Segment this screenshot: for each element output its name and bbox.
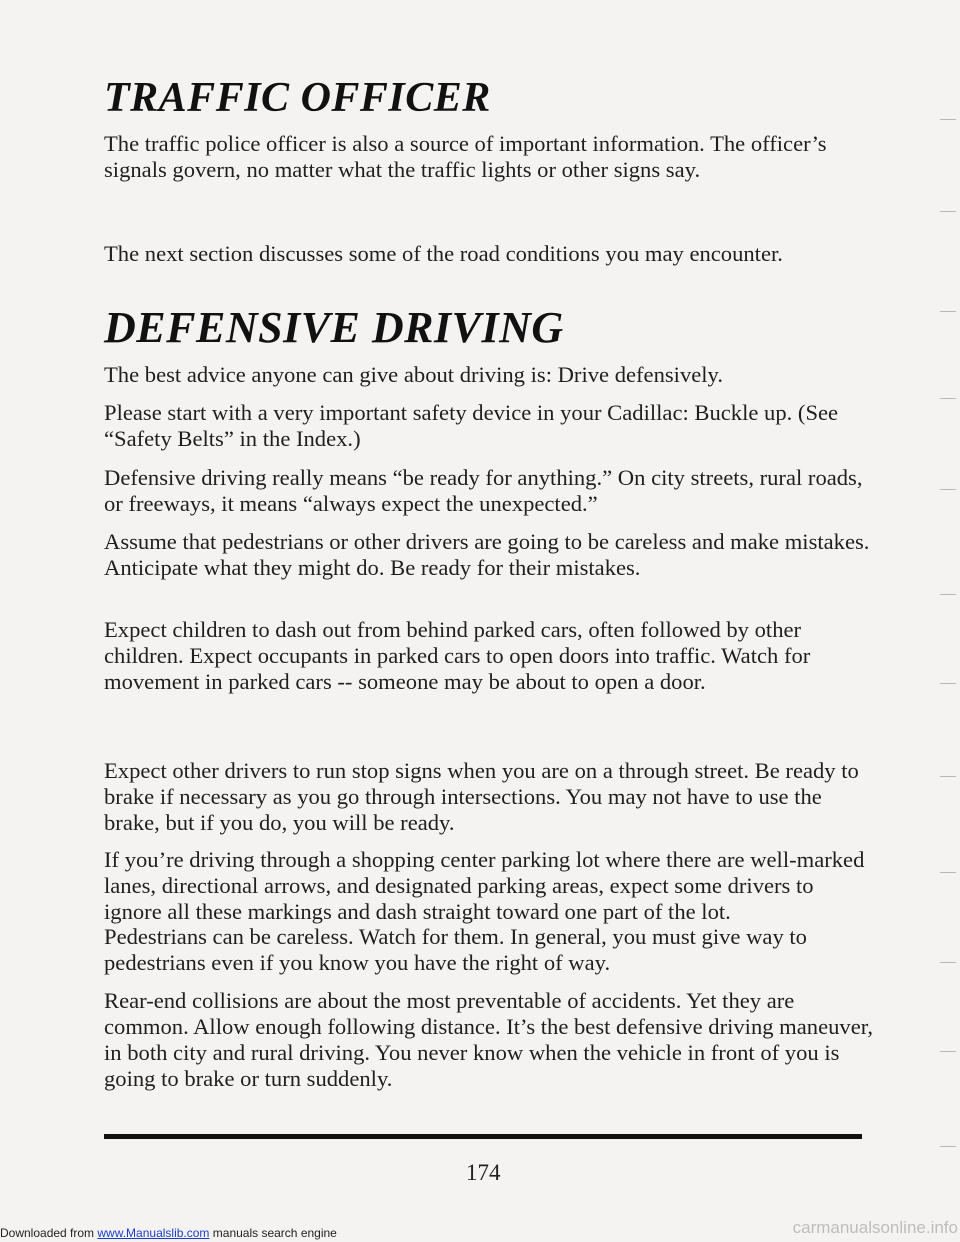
section-heading-traffic-officer: TRAFFIC OFFICER: [104, 75, 491, 121]
footer-suffix: manuals search engine: [209, 1226, 337, 1240]
paragraph-pedestrians: Pedestrians can be careless. Watch for them. In general, you must give way to pedestrians even if you know you have the right of way.: [104, 924, 807, 975]
paragraph-best-advice: The best advice anyone can give about driving is: Drive defensively.: [104, 362, 724, 387]
download-footer: [0, 1226, 337, 1240]
paragraph-parking-lot: If you’re driving through a shopping center parking lot where there are well-marked lanes, directional arrows, and designated parking areas, expect some drivers to ignore all these markings and dash straight toward one part of the lot.: [104, 847, 865, 924]
margin-tick: [940, 1146, 956, 1147]
paragraph-stop-signs: Expect other drivers to run stop signs when you are on a through street. Be ready to brake if necessary as you go through intersections. You may not have to use the brake, but if you do, you will be ready.: [104, 758, 859, 835]
watermark-text: carmanualsonline.info: [792, 1218, 958, 1237]
paragraph-traffic-officer-signals: The traffic police officer is also a source of important information. The officer’s signals govern, no matter what the traffic lights or other signs say.: [104, 131, 827, 182]
margin-tick: [940, 776, 956, 777]
manualslib-link[interactable]: www.Manualslib.com: [97, 1226, 210, 1240]
margin-tick: [940, 1051, 956, 1052]
margin-tick: [940, 683, 956, 684]
section-heading-defensive-driving: DEFENSIVE DRIVING: [104, 303, 564, 352]
margin-tick: [940, 489, 956, 490]
margin-tick: [940, 211, 956, 212]
paragraph-expect-children: Expect children to dash out from behind parked cars, often followed by other children. Expect occupants in parked cars to open doors into traffic. Watch for movement in parked cars -- someone may be about to open a door.: [104, 617, 811, 694]
paragraph-buckle-up: Please start with a very important safety device in your Cadillac: Buckle up. (See “Safety Belts” in the Index.): [104, 400, 839, 451]
margin-tick: [940, 594, 956, 595]
margin-tick: [940, 872, 956, 873]
page-divider-rule: [104, 1134, 862, 1139]
footer-prefix: Downloaded from: [0, 1226, 98, 1240]
margin-tick: [940, 398, 956, 399]
paragraph-rear-end-collisions: Rear-end collisions are about the most preventable of accidents. Yet they are common. Allow enough following distance. It’s the best defensive driving maneuver, in both city and rural driving. You never know when the vehicle in front of you is going to brake or turn suddenly.: [104, 988, 874, 1091]
paragraph-next-section: The next section discusses some of the road conditions you may encounter.: [104, 241, 783, 266]
paragraph-assume-careless: Assume that pedestrians or other drivers are going to be careless and make mistakes. Anticipate what they might do. Be ready for their mistakes.: [104, 529, 870, 580]
margin-tick: [940, 311, 956, 312]
margin-tick: [940, 119, 956, 120]
margin-tick: [940, 962, 956, 963]
page-number: 174: [466, 1160, 501, 1185]
margin-tick-marks: [930, 0, 960, 1242]
paragraph-be-ready: Defensive driving really means “be ready for anything.” On city streets, rural roads, or freeways, it means “always expect the unexpected.”: [104, 465, 863, 516]
